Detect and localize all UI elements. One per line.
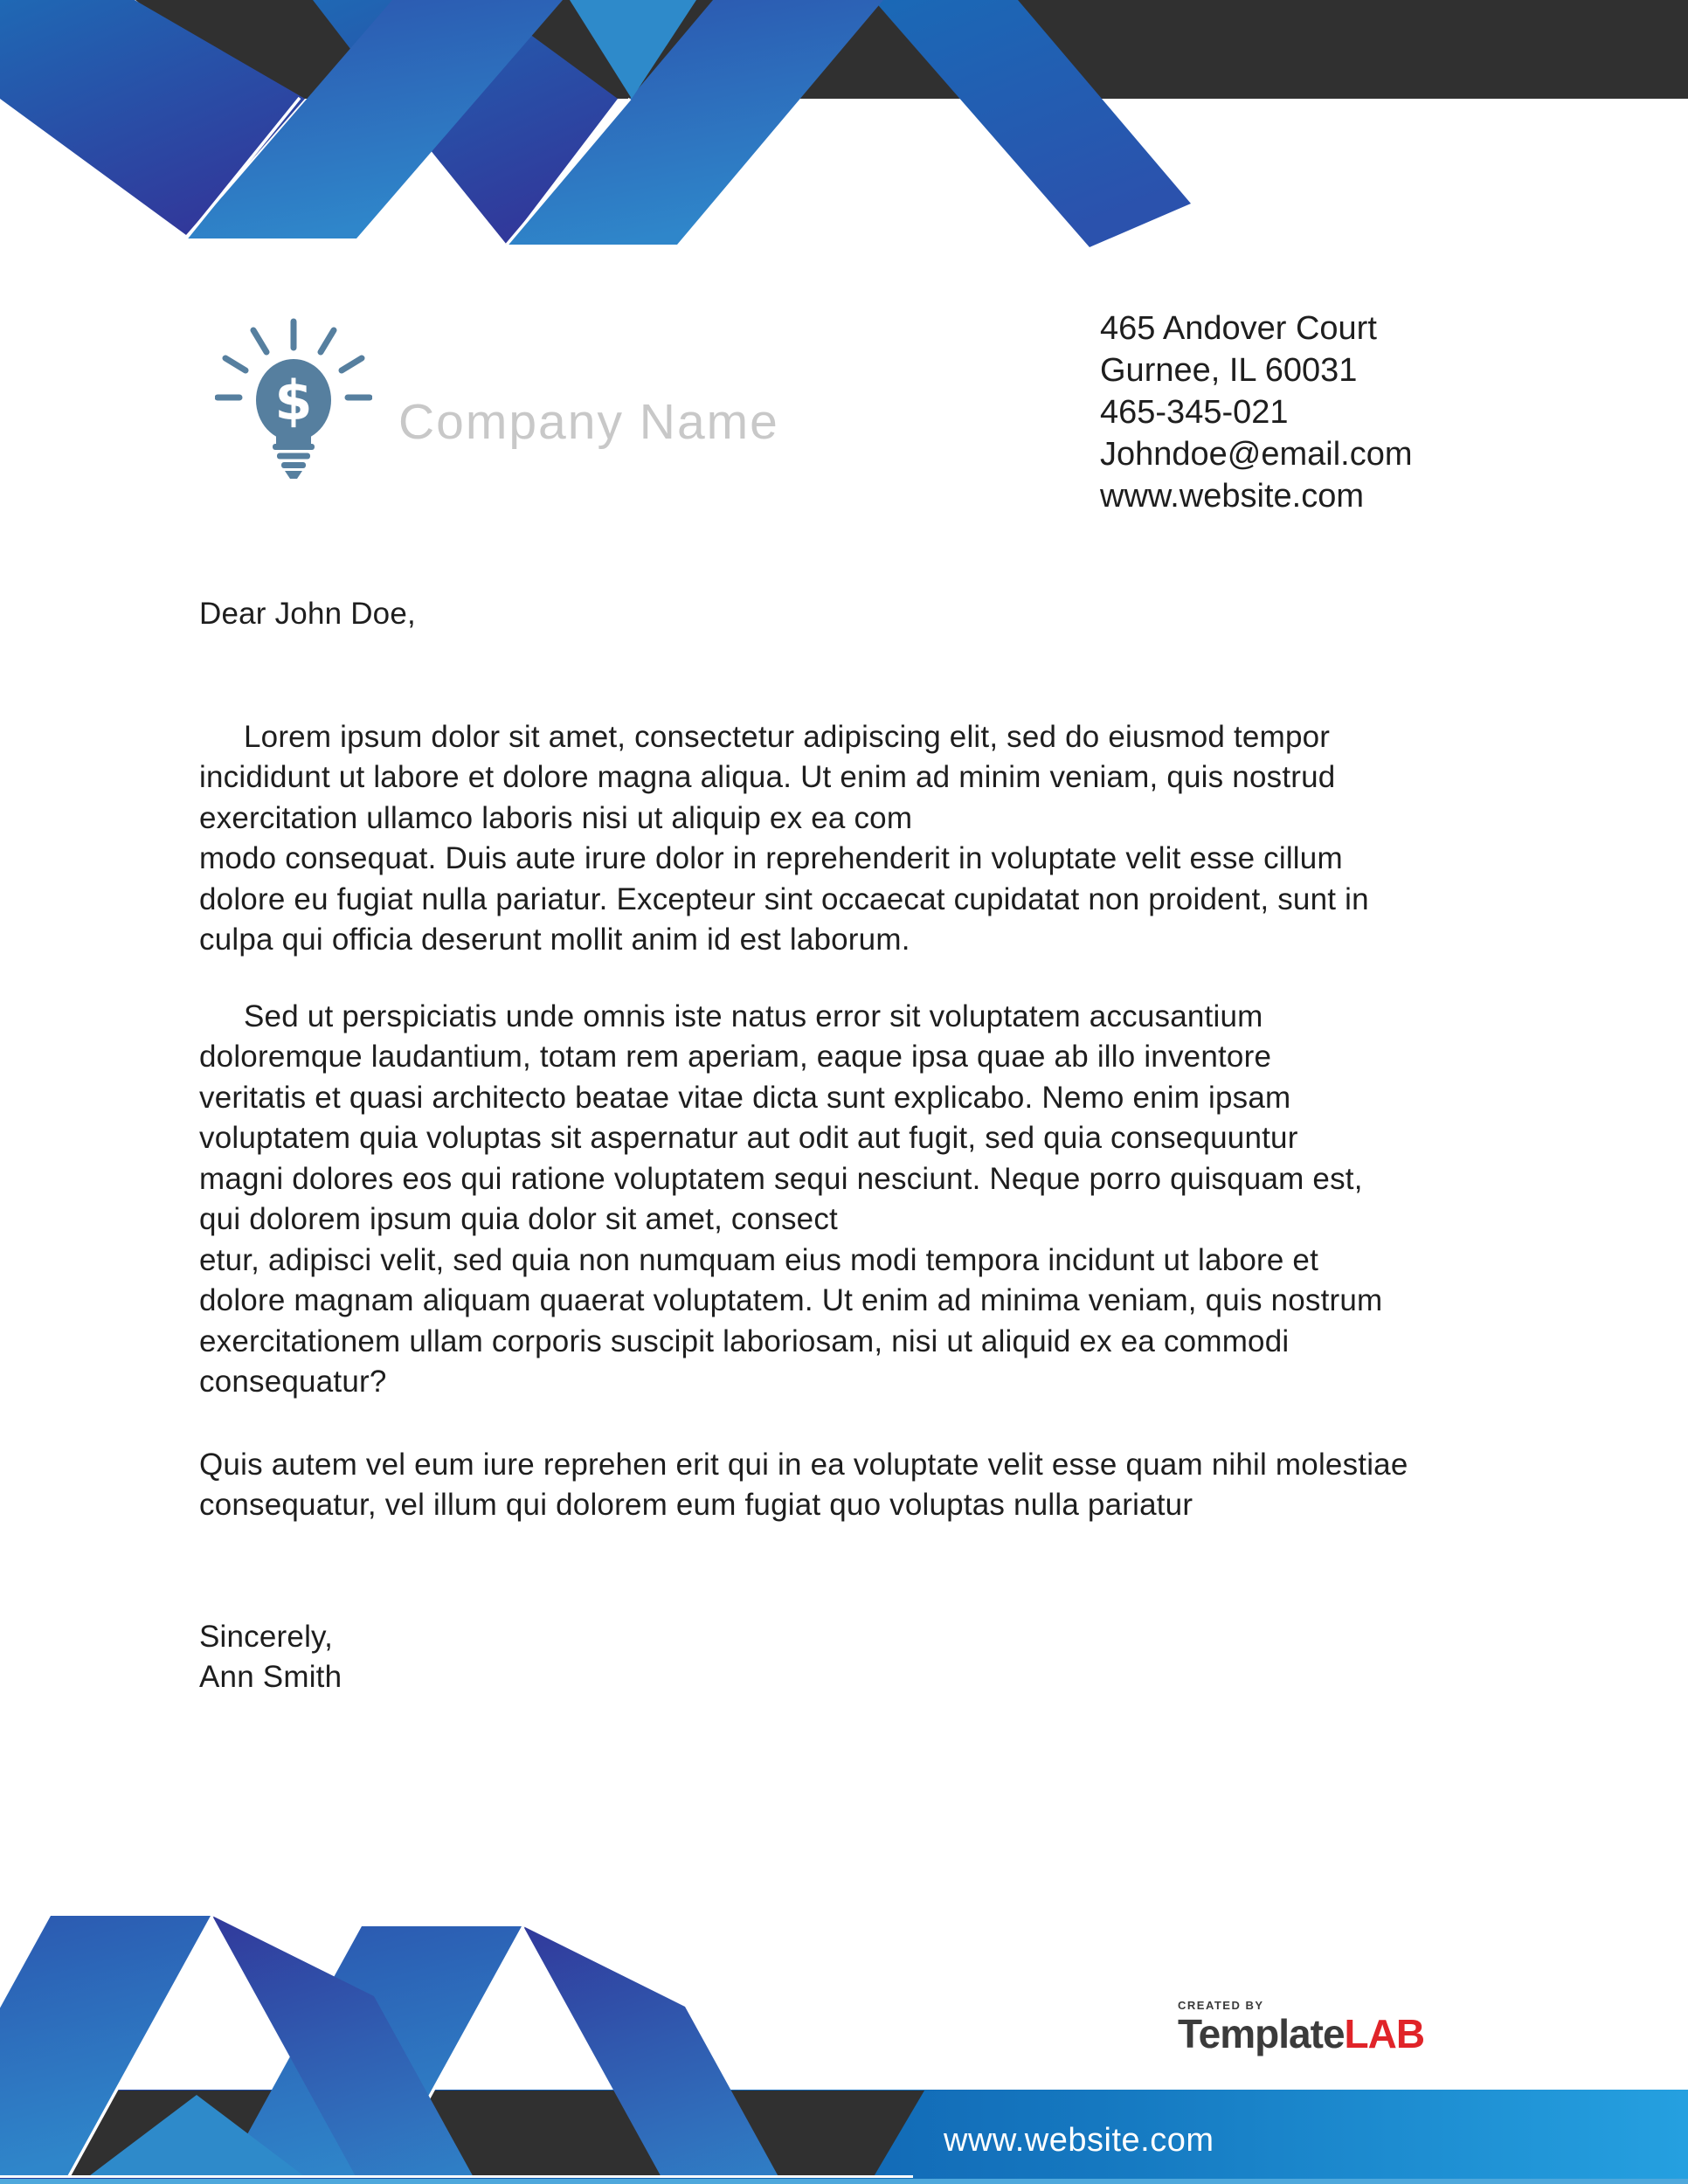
footer-art-bottom-edge (0, 2175, 913, 2178)
contact-line: Gurnee, IL 60031 (1100, 352, 1358, 389)
signoff-block (199, 1617, 1562, 1698)
letter-line: qui dolorem ipsum quia dolor sit amet, consect (199, 1202, 838, 1236)
footer-ribbon-art (0, 1887, 1688, 2178)
company-logo-block (215, 313, 879, 487)
letter-line: Sed ut perspiciatis unde omnis iste natus error sit voluptatem accusantium (244, 999, 1263, 1033)
letter-paragraph (199, 1445, 1562, 1526)
letter-line: dolore eu fugiat nulla pariatur. Excepteur sint occaecat cupidatat non proident, sunt in (199, 881, 1369, 916)
letter-paragraphs (199, 717, 1562, 1526)
letter-line: etur, adipisci velit, sed quia non numquam eius modi tempora incidunt ut labore et (199, 1242, 1319, 1277)
letter-line: voluptatem quia voluptas sit aspernatur aut odit aut fugit, sed quia consequuntur (199, 1121, 1298, 1155)
letter-line: consequatur? (199, 1365, 387, 1399)
letter-line: Lorem ipsum dolor sit amet, consectetur adipiscing elit, sed do eiusmod tempor (244, 719, 1331, 754)
footer-website-text: www.website.com (944, 2122, 1214, 2159)
letter-line: exercitation ullamco laboris nisi ut aliquip ex ea com (199, 800, 913, 835)
contact-line: 465-345-021 (1100, 394, 1289, 431)
signature-name: Ann Smith (199, 1660, 342, 1694)
dollar-lightbulb-icon (215, 313, 372, 483)
created-by-label: CREATED BY (1178, 1999, 1264, 2012)
letter-body (199, 594, 1562, 1698)
letter-line: Quis autem vel eum iure reprehen erit qui in ea voluptate velit esse quam nihil molestiae (199, 1447, 1408, 1482)
contact-line: www.website.com (1100, 478, 1364, 515)
letter-line: doloremque laudantium, totam rem aperiam, eaque ipsa quae ab illo inventore (199, 1040, 1272, 1074)
letter-paragraph (199, 717, 1562, 961)
contact-line: 465 Andover Court (1100, 310, 1377, 347)
company-name: Company Name (398, 394, 779, 450)
templatelab-logo-primary: Template (1178, 2011, 1345, 2056)
letter-paragraph (199, 997, 1562, 1403)
contact-line: Johndoe@email.com (1100, 436, 1413, 473)
closing: Sincerely, (199, 1619, 334, 1654)
letter-line: dolore magnam aliquam quaerat voluptatem. Ut enim ad minima veniam, quis nostrum (199, 1283, 1383, 1317)
letter-line: culpa qui officia deserunt mollit anim id est laborum. (199, 923, 910, 957)
letter-line: modo consequat. Duis aute irure dolor in reprehenderit in voluptate velit esse cillum (199, 841, 1343, 875)
footer-bar-bottom-strip (0, 2179, 1688, 2184)
letter-line: consequatur, vel illum qui dolorem eum fugiat quo voluptas nulla pariatur (199, 1488, 1193, 1522)
templatelab-logo-accent: LAB (1344, 2011, 1425, 2056)
letter-line: magni dolores eos qui ratione voluptatem sequi nesciunt. Neque porro quisquam est, (199, 1161, 1363, 1196)
greeting: Dear John Doe, (199, 597, 416, 631)
contact-block (1100, 308, 1413, 517)
letter-line: veritatis et quasi architecto beatae vitae dicta sunt explicabo. Nemo enim ipsam (199, 1080, 1291, 1115)
dollar-sign: $ (274, 369, 313, 432)
letter-line: exercitationem ullam corporis suscipit laboriosam, nisi ut aliquid ex ea commodi (199, 1324, 1290, 1358)
letter-line: incididunt ut labore et dolore magna aliqua. Ut enim ad minim veniam, quis nostrud (199, 760, 1336, 794)
